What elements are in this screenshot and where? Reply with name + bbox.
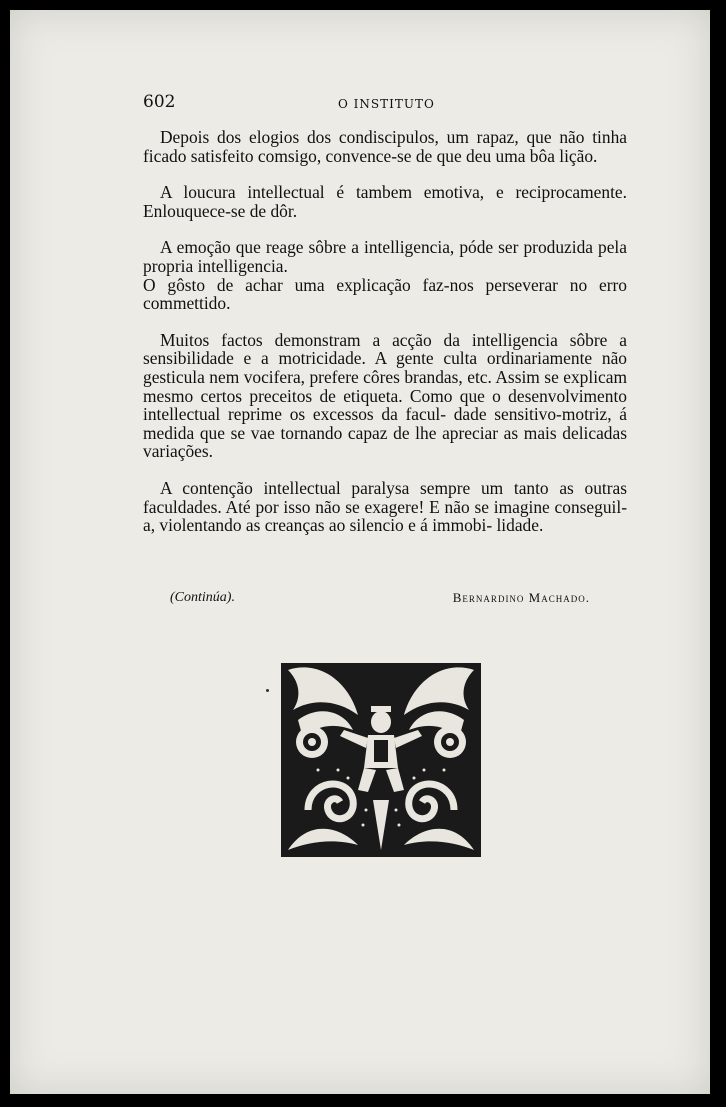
running-title: O INSTITUTO	[338, 97, 435, 111]
ink-speck	[266, 689, 269, 692]
page	[10, 10, 710, 1094]
body-text	[143, 128, 627, 535]
paragraph-1: Depois dos elogios dos condiscipulos, um rapaz, que não tinha ficado satisfeito comsigo, convence-se de que deu uma bôa lição.	[143, 127, 627, 166]
paragraph-3: A emoção que reage sôbre a intelligencia, póde ser produzida pela propria intelligencia.	[143, 237, 627, 276]
author-signature: Bernardino Machado.	[452, 590, 590, 605]
continued-note: (Continúa).	[170, 590, 235, 605]
paragraph-5: Muitos factos demonstram a acção da intelligencia sôbre a sensibilidade e a motricidade. A gente culta ordinariamente não gesticula nem vocifera, prefere côres brandas, etc. Assim se explicam mesmo certos preceitos de etiqueta. Como que o desenvolvimento intellectual reprime os excessos da facul- dade sensitivo-motriz, á medida que se vae tornando capaz de lhe apreciar as mais delicadas variações.	[143, 329, 627, 462]
paragraph-6: A contenção intellectual paralysa sempre um tanto as outras faculdades. Até por isso não se exagere! E não se imagine conseguil-a, violentando as creanças ao silencio e á immobi- lidade.	[143, 477, 627, 536]
page-number: 602	[143, 92, 176, 112]
woodcut-ornament-icon	[278, 660, 484, 860]
paragraph-2: A loucura intellectual é tambem emotiva, e reciprocamente. Enlouquece-se de dôr.	[143, 182, 627, 221]
paragraph-4: O gôsto de achar uma explicação faz-nos perseverar no erro commettido.	[143, 274, 627, 314]
